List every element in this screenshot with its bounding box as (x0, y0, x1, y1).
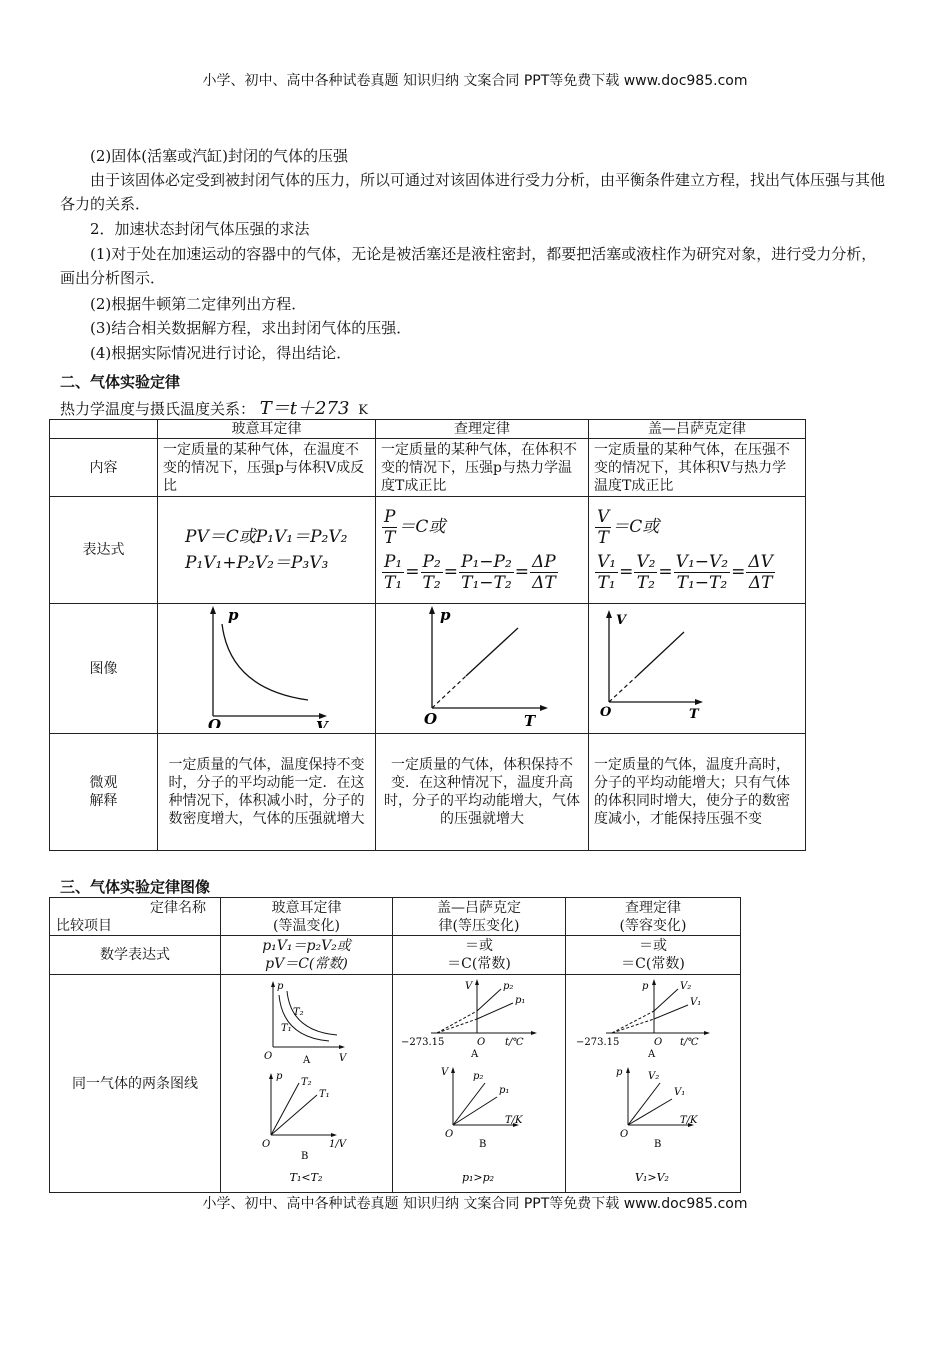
row-label-expression: 表达式 (50, 497, 158, 604)
origin-label: O (423, 710, 438, 728)
expr-charles: ＝或 ＝C(常数) (565, 936, 740, 975)
gay-lussac-two-graphs (393, 975, 564, 1187)
row-label-graph: 图像 (50, 604, 158, 734)
header-boyle: 玻意耳定律 (158, 420, 376, 439)
x-label: T/K (505, 1115, 523, 1126)
isotherm-t1 (279, 995, 329, 1041)
dash-p1 (437, 1019, 477, 1033)
boyle-eq-1: PV＝C或P₁V₁＝P₂V₂ (185, 527, 348, 547)
graph-caption: B (653, 1139, 662, 1150)
row-label-graphs: 同一气体的两条图线 (50, 975, 221, 1193)
graphs-boyle (221, 975, 393, 1193)
corner-cell (50, 420, 158, 439)
x-arrow-icon (331, 1133, 337, 1137)
line-p2 (477, 989, 501, 1011)
origin-label: O (653, 1037, 663, 1048)
origin-label: O (599, 705, 612, 720)
frac-num: P₁ (383, 552, 403, 572)
gay-or: ＝C或 (612, 517, 660, 537)
line-v2 (654, 989, 678, 1011)
para-6: (3)结合相关数据解方程，求出封闭气体的压强． (90, 319, 412, 337)
line-t2 (271, 1083, 299, 1135)
graph-charles (375, 604, 588, 734)
graphs-gay-lussac (393, 975, 566, 1193)
line-label-p2: p₂ (503, 981, 514, 992)
header-charles: 查理定律 (等容变化) (565, 898, 740, 936)
section2-title: 二、气体实验定律 (60, 373, 181, 391)
para-2: 由于该固体必定受到被封闭气体的压力，所以可通过对该固体进行受力分析，由平衡条件建立方程，找出气体压强与其他各力的关系． (60, 171, 886, 213)
micro-charles: 一定质量的气体，体积保持不变．在这种情况下，温度升高时，分子的平均动能增大，气体的压强就增大 (375, 734, 588, 851)
graph-gay-lussac (588, 604, 805, 734)
line-label-v2: V₂ (647, 1071, 660, 1082)
gay-eq-2: $\frac{\text{V₁}}{\text{T₁}}$ = $\frac{\text{V₂}}{\text{T₂}}$ = $\frac{\text{V₁−V₂}}{\text{T₁−T₂}}$ = $\frac{\Delta V}{\Delta T}$ (596, 552, 773, 593)
gay-eq-1 (594, 507, 800, 548)
y-label: p (641, 981, 649, 992)
y-arrow-icon (606, 610, 612, 618)
frac-num: V (596, 507, 610, 527)
y-arrow-icon (271, 981, 275, 987)
frac-num: P (383, 507, 396, 527)
corner-cell (50, 898, 221, 936)
frac-den: ΔT (532, 573, 556, 593)
header-gay-lussac: 盖—吕萨克定 律(等压变化) (393, 898, 566, 936)
x-label: t/℃ (679, 1037, 699, 1048)
charles-eq-2: $\frac{\text{P₁}}{\text{T₁}}$ = $\frac{\text{P₂}}{\text{T₂}}$ = $\frac{\text{P₁−P₂}}{\text{T₁−T₂}}$ = $\frac{\Delta P}{\Delta T}$ (383, 552, 556, 593)
section3-title: 三、气体实验定律图像 (60, 878, 211, 896)
y-arrow-icon (475, 979, 479, 985)
header-boyle: 玻意耳定律 (等温变化) (221, 898, 393, 936)
para-3: 2．加速状态封闭气体压强的求法 (90, 220, 310, 238)
temp-relation (60, 394, 368, 420)
y-arrow-icon (451, 1067, 455, 1073)
line-label-v2: V₂ (679, 981, 692, 992)
y-label: V (465, 981, 473, 992)
frac-num: P₁−P₂ (461, 552, 512, 572)
curve-label-t1: T₁ (281, 1023, 292, 1034)
charles-or: ＝C或 (398, 517, 446, 537)
graph-caption: A (647, 1049, 656, 1060)
dash-v1 (612, 1019, 654, 1033)
micro-gay-lussac: 一定质量的气体，温度升高时，分子的平均动能增大；只有气体的体积同时增大，使分子的数密度减小，才能保持压强不变 (588, 734, 805, 851)
frac-num: V₁ (596, 552, 617, 572)
content-charles: 一定质量的某种气体，在体积不变的情况下，压强p与热力学温度T成正比 (375, 439, 588, 497)
header-gay-lussac: 盖—吕萨克定律 (588, 420, 805, 439)
gas-laws-table (49, 419, 806, 851)
graphs-charles (565, 975, 740, 1193)
page-footer: 小学、初中、高中各种试卷真题 知识归纳 文案合同 PPT等免费下载 www.doc985.com (202, 1196, 748, 1212)
neg-intercept-label: −273.15 (401, 1037, 445, 1048)
x-label: V (316, 718, 328, 728)
isotherm-curve (222, 624, 308, 700)
origin-label: O (445, 1129, 454, 1140)
dash-p2 (437, 1011, 477, 1033)
para-1: (2)固体(活塞或汽缸)封闭的气体的压强 (90, 147, 348, 165)
charles-graph-a (576, 979, 710, 1060)
graph-caption: A (471, 1049, 479, 1060)
page-header: 小学、初中、高中各种试卷真题 知识归纳 文案合同 PPT等免费下载 www.doc985.com (202, 73, 748, 89)
x-label: T (688, 707, 699, 722)
gay-graph-b (441, 1067, 523, 1150)
line-label-t1: T₁ (319, 1089, 330, 1100)
extrapolation-line (432, 676, 466, 708)
origin-label: O (208, 716, 222, 728)
corner-bottom: 比较项目 (56, 917, 112, 934)
content-boyle: 一定质量的某种气体，在温度不变的情况下，压强p与体积V成反比 (158, 439, 376, 497)
condition-label: T₁<T₂ (289, 1171, 323, 1184)
boyle-graph-a (264, 981, 348, 1066)
y-label: p (276, 1071, 283, 1082)
line-v2 (628, 1083, 660, 1125)
line-label-p2: p₂ (473, 1071, 484, 1082)
frac-num: P₂ (422, 552, 441, 572)
line-label-p1: p₁ (515, 995, 526, 1006)
line-label-p1: p₁ (499, 1085, 510, 1096)
line-label-v1: V₁ (689, 997, 702, 1008)
y-label: p (615, 1067, 623, 1078)
x-arrow-icon (695, 699, 703, 705)
expr-gay-lussac: ＝或 ＝C(常数) (393, 936, 566, 975)
y-arrow-icon (269, 1073, 273, 1079)
isochore-line (466, 628, 518, 676)
para-7: (4)根据实际情况进行讨论，得出结论． (90, 344, 352, 362)
frac-den: T₂ (422, 573, 441, 593)
line-label-t2: T₂ (301, 1077, 312, 1088)
frac-den: T (597, 528, 609, 548)
charles-two-graphs (566, 975, 739, 1187)
y-arrow-icon (652, 979, 656, 985)
x-label: T/K (679, 1115, 698, 1126)
frac-den: T (384, 528, 396, 548)
y-label: V (615, 613, 627, 628)
expr-boyle (158, 497, 376, 604)
frac-den: ΔT (748, 573, 773, 593)
row-label-expr: 数学表达式 (50, 936, 221, 975)
origin-label: O (262, 1139, 271, 1150)
charles-eq-1 (381, 507, 583, 548)
y-label: V (441, 1067, 449, 1078)
frac-num: ΔP (532, 552, 556, 572)
graph-caption: B (479, 1139, 487, 1150)
para-5: (2)根据牛顿第二定律列出方程． (90, 295, 307, 313)
y-label: p (439, 606, 451, 624)
isobar-line (637, 632, 684, 676)
frac-num: ΔV (748, 552, 773, 572)
boyle-graph-b (262, 1071, 348, 1162)
line-label-v1: V₁ (673, 1087, 686, 1098)
x-arrow-icon (704, 1031, 710, 1035)
gay-graph-a (401, 979, 537, 1060)
expr-gay-lussac (588, 497, 805, 604)
y-label: p (228, 606, 239, 624)
frac-num: V₂ (636, 552, 656, 572)
y-arrow-icon (210, 606, 216, 614)
boyle-two-graphs (221, 975, 391, 1187)
x-label: t/℃ (505, 1037, 524, 1048)
graph-boyle (158, 604, 376, 734)
condition-label: p₁>p₂ (461, 1171, 495, 1184)
curve-label-t2: T₂ (293, 1007, 304, 1018)
para-4: (1)对于处在加速运动的容器中的气体，无论是被活塞还是液柱密封，都要把活塞或液柱作为研究对象，进行受力分析，画出分析图示． (60, 245, 877, 287)
temp-formula: T＝t＋273 (259, 398, 350, 419)
frac-num: V₁−V₂ (675, 552, 729, 572)
expr-boyle: p₁V₁＝p₂V₂或 pV＝C(常数) (221, 936, 393, 975)
row-label-content: 内容 (50, 439, 158, 497)
x-arrow-icon (531, 1031, 537, 1035)
y-arrow-icon (626, 1067, 630, 1073)
x-arrow-icon (540, 705, 548, 711)
extrapolation-line (609, 676, 637, 702)
frac-den: T₁−T₂ (676, 573, 728, 593)
line-v1 (628, 1099, 672, 1125)
boyle-pv-graph (158, 604, 374, 728)
origin-label: O (477, 1037, 486, 1048)
gas-graphs-table (49, 897, 741, 1193)
dash-v2 (612, 1011, 654, 1033)
row-label-micro: 微观 解释 (50, 734, 158, 851)
gay-lussac-vt-graph (589, 604, 805, 728)
x-arrow-icon (339, 1045, 345, 1049)
temp-unit: K (358, 403, 368, 418)
charles-graph-b (616, 1067, 698, 1150)
temp-label: 热力学温度与摄氏温度关系： (60, 400, 256, 418)
expr-charles (375, 497, 588, 604)
x-label: 1/V (329, 1139, 346, 1150)
frac-den: T₁ (384, 573, 403, 593)
boyle-eq-2: P₁V₁+P₂V₂＝P₃V₃ (185, 553, 329, 573)
corner-top: 定律名称 (150, 899, 207, 916)
neg-intercept-label: −273.15 (575, 1037, 620, 1048)
condition-label: V₁>V₂ (635, 1171, 669, 1184)
origin-label: O (619, 1129, 629, 1140)
x-label: V (339, 1053, 347, 1064)
line-v1 (654, 1005, 688, 1019)
header-charles: 查理定律 (375, 420, 588, 439)
line-p1 (453, 1097, 497, 1125)
graph-caption: B (301, 1151, 309, 1162)
origin-label: O (264, 1051, 273, 1062)
charles-pt-graph (376, 604, 588, 728)
frac-den: T₁−T₂ (461, 573, 512, 593)
x-label: T (523, 712, 536, 728)
content-gay-lussac: 一定质量的某种气体，在压强不变的情况下，其体积V与热力学温度T成正比 (588, 439, 805, 497)
micro-boyle: 一定质量的气体，温度保持不变时，分子的平均动能一定．在这种情况下，体积减小时，分子的数密度增大，气体的压强就增大 (158, 734, 376, 851)
frac-den: T₂ (636, 573, 655, 593)
frac-den: T₁ (597, 573, 616, 593)
y-arrow-icon (429, 606, 435, 614)
line-p2 (453, 1083, 485, 1125)
line-t1 (271, 1095, 317, 1135)
y-label: p (277, 981, 284, 992)
graph-caption: A (303, 1055, 311, 1066)
